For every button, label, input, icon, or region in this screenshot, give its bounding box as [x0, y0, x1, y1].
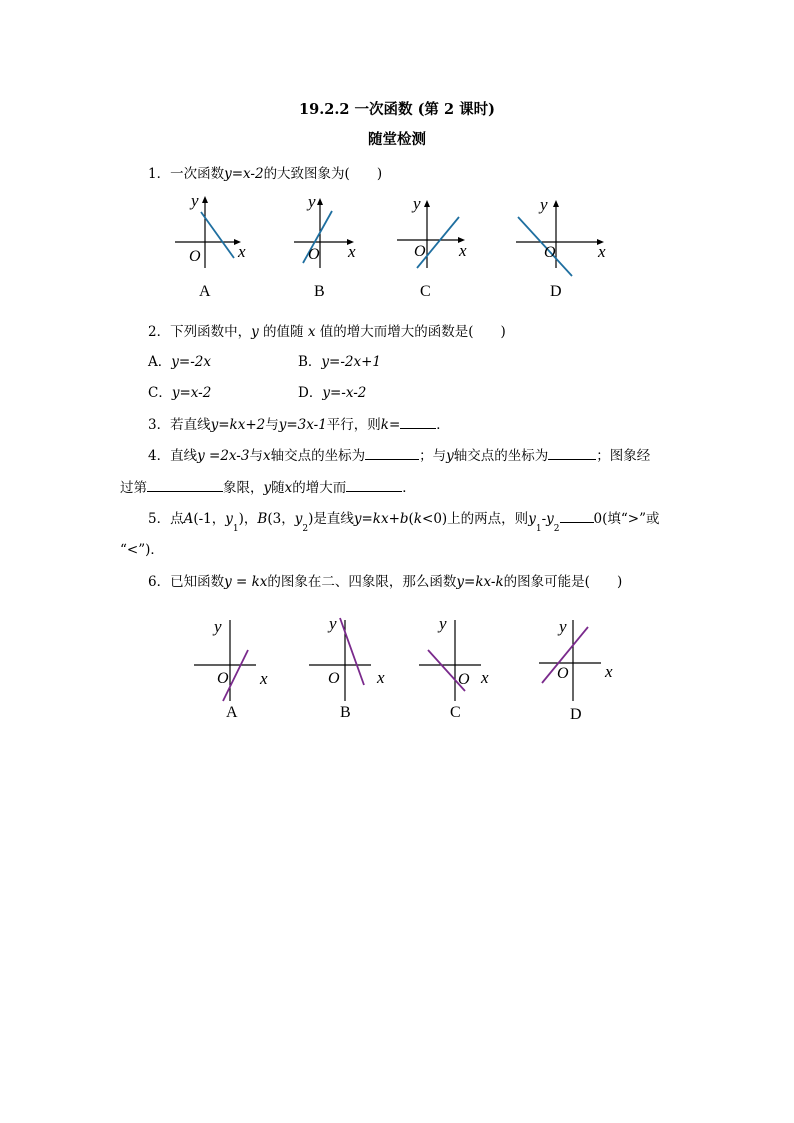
q2-choice-c: C．y=x-2 [148, 385, 212, 401]
question-4: 4．直线y =2x-3与x轴交点的坐标为 ；与y轴交点的坐标为 ；图象经 [148, 448, 651, 464]
x-axis-label: x [238, 242, 246, 261]
q1-graph-c [395, 190, 485, 270]
question-3: 3．若直线y=kx+2与y=3x-1平行，则k= ． [148, 417, 450, 433]
q6-option-a: A [226, 704, 238, 721]
origin-label: O [217, 670, 229, 687]
q6-option-c: C [450, 704, 461, 721]
q1-graph-a [165, 190, 255, 270]
y-axis-label: y [191, 191, 199, 210]
answer-blank[interactable] [400, 417, 436, 429]
x-axis-label: x [260, 669, 268, 688]
q6-graph-b [305, 615, 395, 705]
y-axis-label: y [439, 614, 447, 633]
x-axis-label: x [377, 668, 385, 687]
question-1: 1．一次函数y=x-2的大致图象为( ) [148, 166, 383, 182]
x-axis-label: x [459, 241, 467, 260]
answer-blank[interactable] [560, 511, 594, 523]
page-subtitle: 随堂检测 [368, 131, 426, 148]
answer-blank[interactable] [365, 448, 419, 460]
q6-graph-a [190, 615, 280, 705]
q1-option-b: B [314, 283, 325, 300]
q1-graph-d [510, 190, 620, 280]
q6-graph-d [535, 615, 625, 705]
q6-option-d: D [570, 706, 582, 723]
q6-b-line [340, 618, 364, 685]
origin-label: O [328, 670, 340, 687]
origin-label: O [189, 248, 201, 265]
q1-option-d: D [550, 283, 562, 300]
x-axis-label: x [481, 668, 489, 687]
q6-graph-c [415, 615, 505, 705]
answer-blank[interactable] [548, 448, 596, 460]
origin-label: O [308, 246, 320, 263]
x-axis-label: x [348, 242, 356, 261]
question-2: 2．下列函数中，y 的值随 x 值的增大而增大的函数是( ) [148, 324, 506, 340]
q1-graph-b [284, 190, 374, 270]
q1-a-line [201, 212, 234, 258]
origin-label: O [458, 671, 470, 688]
q2-choice-d: D．y=-x-2 [298, 385, 367, 401]
y-axis-label: y [214, 617, 222, 636]
answer-blank[interactable] [147, 480, 223, 492]
y-axis-label: y [413, 194, 421, 213]
y-axis-label: y [329, 614, 337, 633]
q1-option-c: C [420, 283, 431, 300]
x-axis-label: x [605, 662, 613, 681]
q6-option-b: B [340, 704, 351, 721]
question-4-line-2: 过第 象限，y随x的增大而 ． [120, 480, 416, 496]
origin-label: O [557, 665, 569, 682]
origin-label: O [544, 244, 556, 261]
page-title: 19.2.2 一次函数 (第 2 课时) [299, 101, 495, 118]
q2-choice-b: B．y=-2x+1 [298, 354, 382, 370]
q2-choice-a: A．y=-2x [148, 354, 211, 370]
x-axis-label: x [598, 242, 606, 261]
origin-label: O [414, 243, 426, 260]
q1-option-a: A [199, 283, 211, 300]
y-axis-label: y [540, 195, 548, 214]
question-6: 6．已知函数y = kx的图象在二、四象限，那么函数y=kx-k的图象可能是( ) [148, 574, 623, 590]
y-axis-label: y [559, 617, 567, 636]
y-axis-label: y [308, 192, 316, 211]
question-5: 5．点A(-1，$y_1$)，B(3，$y_2$)是直线y=kx+b(k<0)上的两点，则$y_1-y_20$(填“>”或 [148, 511, 660, 534]
question-5-line-2: “<”)． [120, 542, 164, 558]
answer-blank[interactable] [346, 480, 402, 492]
